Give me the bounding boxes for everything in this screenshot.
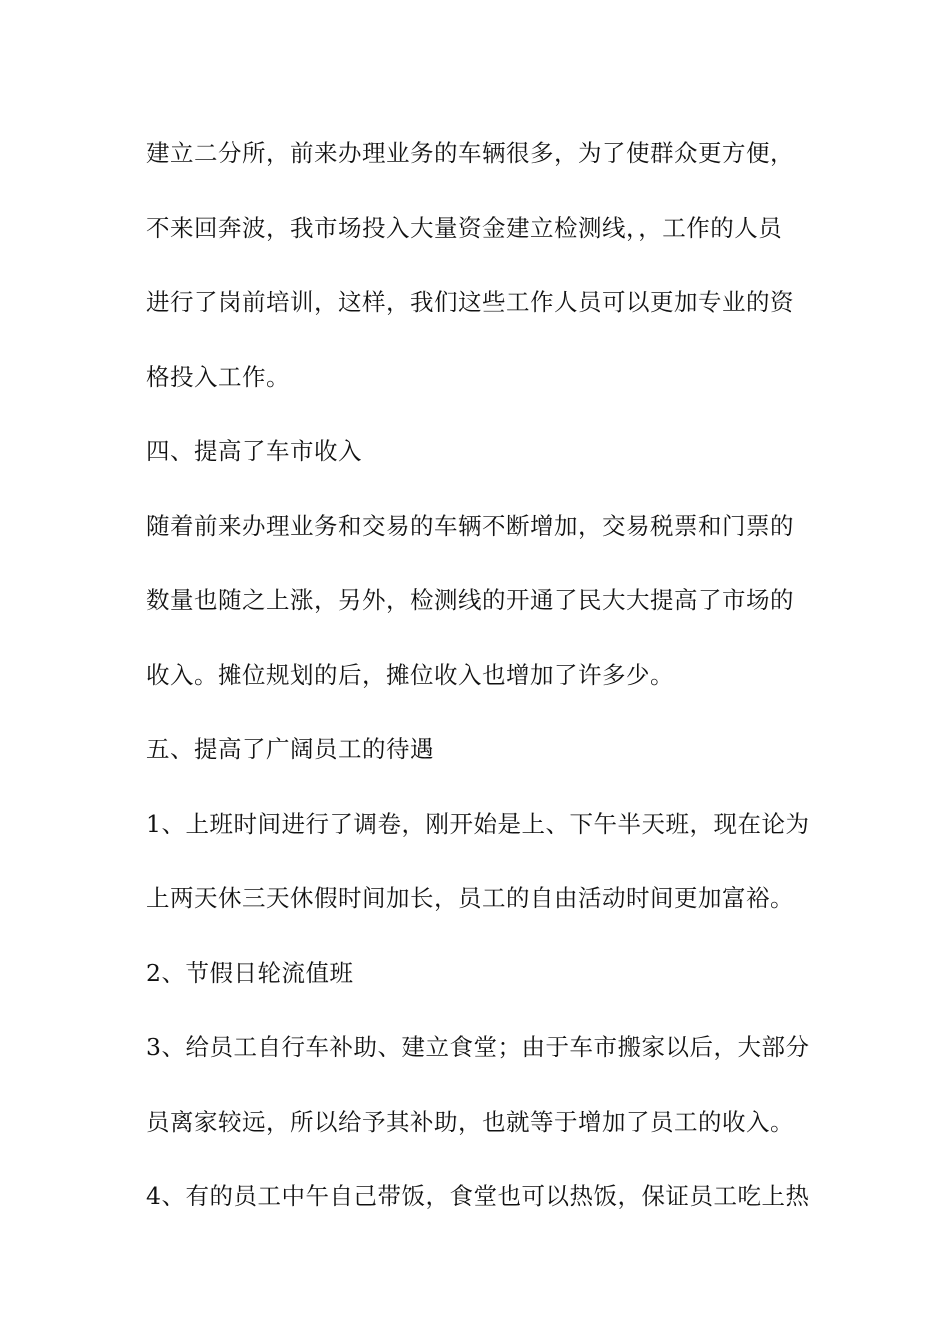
body-line-7: 数量也随之上涨，另外，检测线的开通了民大大提高了市场的 xyxy=(146,586,794,614)
body-line-2: 不来回奔波，我市场投入大量资金建立检测线，，工作的人员 xyxy=(146,213,783,242)
list-item-3-line-2: 员离家较远，所以给予其补助，也就等于增加了员工的收入。 xyxy=(146,1107,794,1136)
list-item-2: 2、节假日轮流值班 xyxy=(146,958,354,987)
section-heading-5: 五、提高了广阔员工的待遇 xyxy=(146,735,434,763)
list-item-1-line-1: 1、上班时间进行了调卷，刚开始是上、下午半天班，现在论为 xyxy=(146,809,810,838)
list-item-4-line-1: 4、有的员工中午自己带饭，食堂也可以热饭，保证员工吃上热 xyxy=(146,1182,810,1210)
body-line-4: 格投入工作。 xyxy=(146,362,290,391)
list-item-1-line-2: 上两天休三天休假时间加长，员工的自由活动时间更加富裕。 xyxy=(146,884,794,912)
body-line-8: 收入。摊位规划的后，摊位收入也增加了许多少。 xyxy=(146,660,674,689)
body-line-6: 随着前来办理业务和交易的车辆不断增加，交易税票和门票的 xyxy=(146,511,794,540)
list-item-3-line-1: 3、给员工自行车补助、建立食堂；由于车市搬家以后，大部分 xyxy=(146,1033,810,1061)
document-body xyxy=(146,128,816,1246)
section-heading-4: 四、提高了车市收入 xyxy=(146,437,362,465)
body-line-1: 建立二分所，前来办理业务的车辆很多，为了使群众更方便， xyxy=(146,139,794,167)
body-line-3: 进行了岗前培训，这样，我们这些工作人员可以更加专业的资 xyxy=(146,288,794,316)
